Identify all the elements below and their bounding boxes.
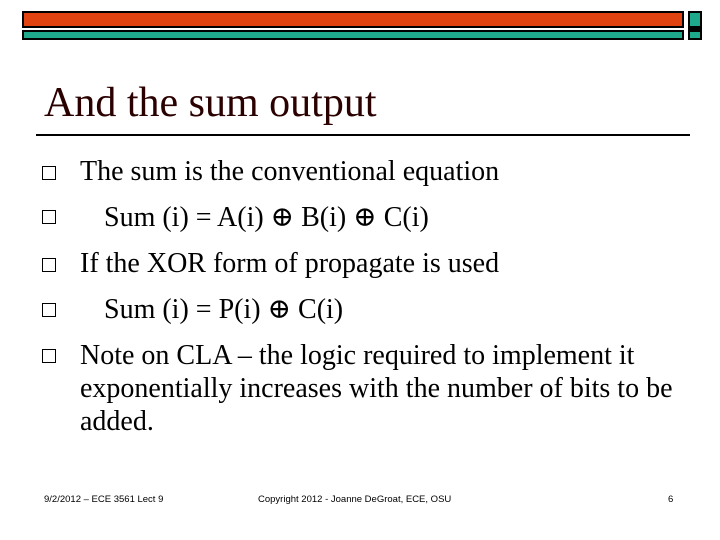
header-corner-square-bottom	[688, 30, 702, 40]
hollow-square-bullet-icon	[42, 258, 56, 272]
bullet-text: The sum is the conventional equation	[80, 156, 500, 187]
bullet-text: Sum (i) = P(i) ⊕ C(i)	[104, 294, 344, 325]
bullet-text: Sum (i) = A(i) ⊕ B(i) ⊕ C(i)	[104, 202, 429, 233]
hollow-square-bullet-icon	[42, 349, 56, 363]
header-corner-square-top	[688, 11, 702, 28]
bullet-text: If the XOR form of propagate is used	[80, 248, 500, 279]
slide-title: And the sum output	[44, 80, 377, 126]
hollow-square-bullet-icon	[42, 210, 56, 224]
header-green-bar	[22, 30, 684, 40]
title-underline	[36, 134, 690, 136]
header-orange-bar	[22, 11, 684, 28]
footer-page-number: 6	[668, 494, 674, 505]
footer-copyright: Copyright 2012 - Joanne DeGroat, ECE, OSU	[258, 494, 452, 505]
hollow-square-bullet-icon	[42, 166, 56, 180]
footer-lecture-info: 9/2/2012 – ECE 3561 Lect 9	[44, 494, 164, 505]
bullet-text: Note on CLA – the logic required to implement it exponentially increases with the number of bits to be added.	[80, 340, 673, 437]
hollow-square-bullet-icon	[42, 303, 56, 317]
